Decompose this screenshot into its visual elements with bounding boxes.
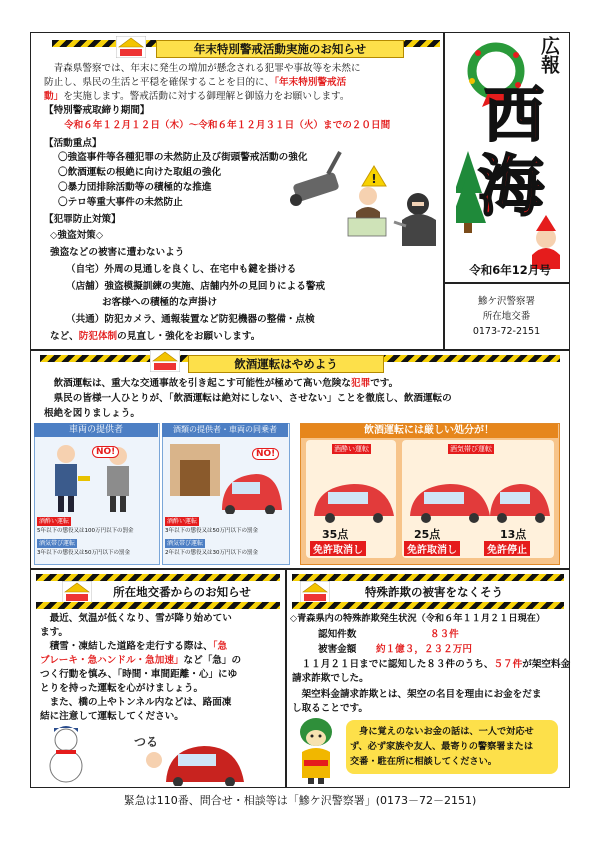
intro-line: 防止し、県民の生活と平穏を確保することを目的に、「年末特別警戒活 <box>44 77 347 88</box>
footer-contact: 緊急は110番、問合せ・相談等は「鰺ケ沢警察署」(0173－72－2151) <box>123 794 477 807</box>
advice-text: 身に覚えのないお金の話は、一人で対応せ <box>350 726 534 737</box>
dwi-tag: 酒気帯び運転 <box>450 445 492 453</box>
advice-text: 交番・駐在所に相談してください。 <box>350 756 497 767</box>
fraud-text: 架空料金請求詐欺とは、架空の名目を理由にお金をだま <box>292 689 542 700</box>
office-name: 所在地交番 <box>482 311 531 322</box>
section-title: 特殊詐欺の被害をなくそう <box>365 585 503 599</box>
home-measure: （自宅）外周の見通しを良くし、在宅中も鍵を掛ける <box>66 264 297 275</box>
loss-label: 被害金額 <box>318 644 357 655</box>
points-3: 13点 <box>500 528 527 541</box>
hazard-stripe <box>36 602 280 609</box>
focus-item: 〇強盗事件等各種犯罪の未然防止及び街頭警戒活動の強化 <box>58 152 308 163</box>
result-1: 免許取消し <box>310 541 366 556</box>
section-divider-1 <box>30 349 570 351</box>
points-1: 35点 <box>322 528 349 541</box>
penalty-text: 3年以下の懲役又は50万円以下の罰金 <box>37 550 130 556</box>
fraud-status: ◇青森県内の特殊詐欺発生状況（令和６年１１月２１日現在） <box>290 613 546 624</box>
focus-item: 〇テロ等重大事件の未然防止 <box>58 197 183 208</box>
panel-title: 車両の提供者 <box>34 423 158 437</box>
fraud-text: １１月２１日までに認知した８３件のうち、５７件が架空料金 <box>292 659 571 670</box>
section-title: 所在地交番からのお知らせ <box>113 585 251 599</box>
issue-date: 令和6年12月号 <box>469 263 551 277</box>
drunk-text: 県民の皆様一人ひとりが、「飲酒運転は絶対にしない、させない」ことを徹底し、飲酒運転の <box>44 393 452 404</box>
dui-tag: 酒酔い運転 <box>39 518 70 525</box>
snow-text: つく行動を慎み、「時間・車間距離・心」にゆ <box>40 669 238 680</box>
dui-tag: 酒酔い運転 <box>167 518 198 525</box>
snow-text: 積雪・凍結した道路を走行する際は、「急 <box>40 641 228 652</box>
snow-text: 最近、気温が低くなり、雪が降り始めてい <box>40 613 232 624</box>
drunk-text: 飲酒運転は、重大な交通事故を引き起こす可能性が極めて高い危険な犯罪です。 <box>44 378 399 389</box>
penalty-text: 2年以下の懲役又は30万円以下の罰金 <box>165 550 258 556</box>
hazard-stripe <box>36 574 280 581</box>
shop-measure-2: お客様への積極的な声掛け <box>102 297 218 308</box>
snow-text: ます。 <box>40 627 69 638</box>
police-logo-icon <box>116 36 146 58</box>
hazard-stripe <box>292 574 564 581</box>
count-value: ８３件 <box>430 629 459 640</box>
loss-value: 約１億３，２３２万円 <box>376 644 472 655</box>
masthead-title-2: 海 <box>478 148 544 225</box>
police-logo-icon <box>150 350 180 372</box>
hazard-stripe <box>292 602 564 609</box>
mascot-illustration <box>290 712 342 786</box>
result-2: 免許取消し <box>404 541 460 556</box>
fraud-text: 請求詐欺でした。 <box>292 673 369 684</box>
snow-text: ブレーキ・急ハンドル・急加速」など「急」の <box>40 655 242 666</box>
svg-text:!: ! <box>371 172 377 186</box>
police-logo-icon <box>62 581 92 603</box>
common-measure: （共通）防犯カメラ、通報装置など防犯機器の整備・点検 <box>66 314 315 325</box>
section-divider-2 <box>30 568 570 570</box>
winter-driving-illustration <box>36 724 270 786</box>
svg-text:つる: つる <box>134 735 159 749</box>
police-logo-icon <box>300 581 330 603</box>
intro-line: 動」を実施します。警戒活動に対する御理解と御協力をお願いします。 <box>44 91 350 102</box>
masthead-title-1: 西 <box>484 81 544 151</box>
panel-title: 酒類の提供者・車両の同乗者 <box>162 423 288 437</box>
snow-text: とりを持った運転を心がけましょう。 <box>40 683 204 694</box>
section-divider-3 <box>285 568 287 788</box>
cars-illustration <box>310 460 550 524</box>
intro-line: 青森県警察では、年末に発生の増加が懸念される犯罪や事故等を未然に <box>44 63 361 74</box>
no-badge: NO! <box>252 448 279 460</box>
points-2: 25点 <box>414 528 441 541</box>
panel-title: 飲酒運転には厳しい処分が！ <box>300 424 558 438</box>
shop-measure: （店舗）強盗模擬訓練の実施、店舗内外の見回りによる警戒 <box>66 281 326 292</box>
robbery-line: 強盗などの被害に遭わないよう <box>50 247 185 258</box>
focus-item: 〇飲酒運転の根絶に向けた取組の強化 <box>58 167 222 178</box>
dwi-tag: 酒気帯び運転 <box>167 540 204 547</box>
fraud-text: し取ることです。 <box>292 703 368 714</box>
no-badge: NO! <box>92 446 119 458</box>
station-name: 鰺ケ沢警察署 <box>477 296 535 307</box>
masthead-rule <box>443 282 570 284</box>
prevention-heading: 【犯罪防止対策】 <box>44 214 121 225</box>
focus-heading: 【活動重点】 <box>44 138 102 149</box>
period-heading: 【特別警戒取締り期間】 <box>44 105 150 116</box>
dui-tag: 酒酔い運転 <box>334 445 369 453</box>
drunk-text: 根絶を図りましょう。 <box>44 408 140 419</box>
focus-item: 〇暴力団排除活動等の積極的な推進 <box>58 182 212 193</box>
section-title: 飲酒運転はやめよう <box>188 355 384 373</box>
robbery-heading: ◇強盗対策◇ <box>50 230 104 241</box>
snow-text: 結に注意して運転してください。 <box>40 711 184 722</box>
kouhou-label: 広報 <box>538 36 560 74</box>
result-3: 免許停止 <box>484 541 530 556</box>
penalty-text: 5年以下の懲役又は100万円以下の罰金 <box>37 528 134 534</box>
count-label: 認知件数 <box>318 629 357 640</box>
advice-text: ず、必ず家族や友人、最寄りの警察署または <box>350 741 534 752</box>
period-dates: 令和６年１２月１２日（木）～令和６年１２月３１日（火）までの２０日間 <box>64 120 391 131</box>
dwi-tag: 酒気帯び運転 <box>39 540 76 547</box>
robbery-illustration <box>276 148 440 248</box>
section-title: 年末特別警戒活動実施のお知らせ <box>156 40 404 58</box>
phone-number: 0173-72-2151 <box>472 326 541 337</box>
closing-line: など、防犯体制の見直し・強化をお願いします。 <box>50 331 261 342</box>
penalty-text: 3年以下の懲役又は50万円以下の罰金 <box>165 528 258 534</box>
snow-text: また、橋の上やトンネル内などは、路面凍 <box>40 697 232 708</box>
